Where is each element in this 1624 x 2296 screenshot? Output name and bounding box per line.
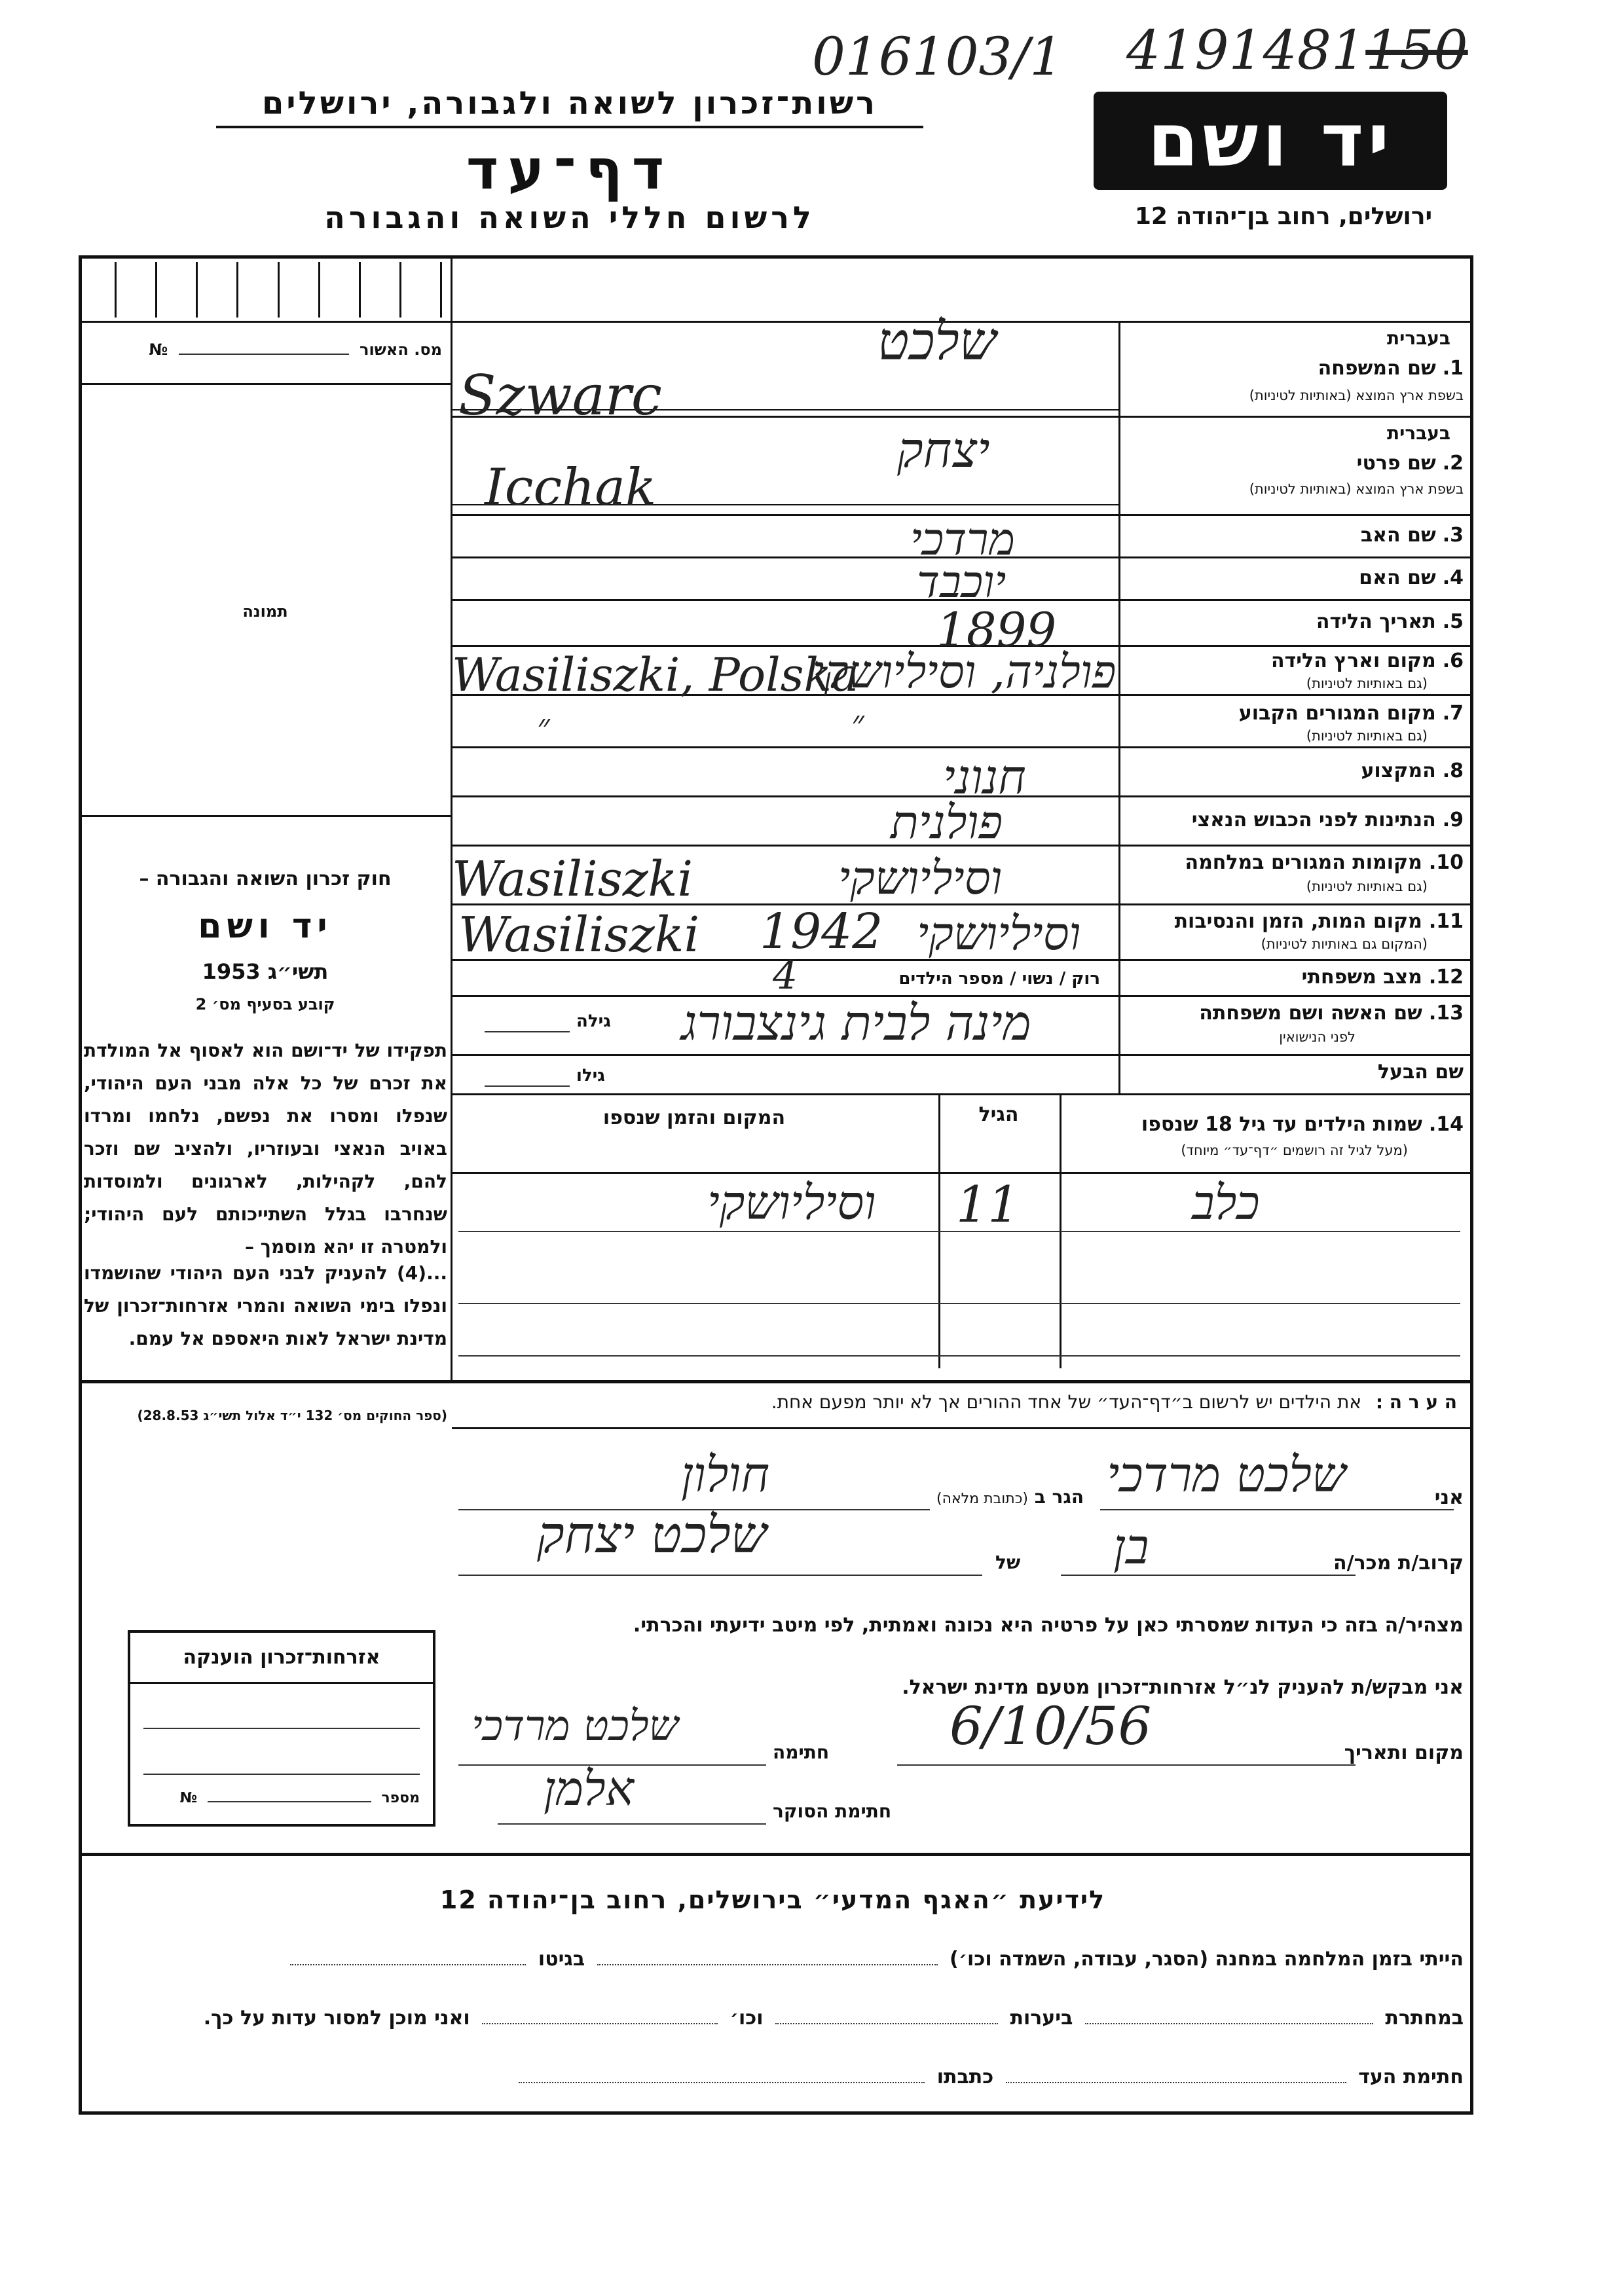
field-13-value: מינה לבית גינצבורג (681, 995, 1031, 1051)
label-column-divider (1118, 321, 1120, 1093)
lives-value: חולון (681, 1447, 770, 1503)
field-5-label-text: תאריך הלידה (1316, 610, 1436, 633)
footer-line2-b: ביערות (1010, 2007, 1073, 2030)
field-1-sub: בשפת ארץ המוצא (באותיות לטיניות) (1249, 388, 1464, 403)
field-11-value-year: 1942 (760, 903, 883, 960)
i-label: אני (1434, 1486, 1464, 1509)
field-7-num: 7. (1442, 702, 1464, 725)
note-divider (79, 1380, 1473, 1383)
relative-label: קרוב/ת מכר/ה (1333, 1552, 1464, 1575)
field-1-label (1318, 357, 1464, 380)
child-1-place: וסיליושקי (707, 1175, 876, 1230)
approval-label: מס. האשור (360, 340, 442, 359)
field-2-label (1357, 452, 1464, 475)
children-row-line-3 (458, 1355, 1460, 1357)
field-1-value-latin: Szwarc (458, 363, 662, 428)
children-label-text: שמות הילדים עד גיל 18 שנספו (1141, 1113, 1422, 1136)
field-7-label-text: מקום המגורים הקבוע (1238, 702, 1436, 725)
field-8-num: 8. (1442, 759, 1464, 782)
checker-label: חתימת הסוקר (773, 1800, 892, 1822)
footer-line2-d: ואני מוכן למסור עדות על כך. (203, 2007, 470, 2030)
citizenship-number-sign: № (179, 1790, 198, 1806)
citizenship-line-2 (143, 1774, 420, 1775)
footer-line-3 (513, 2066, 1464, 2088)
row-line-7 (452, 746, 1473, 748)
field-11-value-hebrew: וסיליושקי (917, 907, 1081, 960)
field-7-label (1239, 702, 1464, 725)
field-12-num: 12. (1428, 966, 1464, 989)
field-2-sub-top: בעברית (1386, 422, 1450, 444)
field-2-label-text: שם פרטי (1356, 452, 1436, 475)
place-date-line (897, 1764, 1356, 1766)
field-12-label (1302, 966, 1464, 989)
field-13-num: 13. (1428, 1002, 1464, 1025)
field-3-value: מרדכי (910, 514, 1015, 566)
wife-age-label: גילה (576, 1011, 611, 1031)
field-13-label (1199, 1002, 1464, 1025)
footer-line2-dots (1085, 2023, 1373, 2024)
children-col-place: המקום והזמן שנספו (602, 1106, 786, 1129)
husband-age-line (485, 1085, 570, 1087)
field-11-num: 11. (1428, 910, 1464, 933)
child-1-name: כלב (1192, 1175, 1260, 1230)
field-6-sub: (גם באותיות לטיניות) (1306, 676, 1428, 691)
field-1-label-text: שם המשפחה (1318, 357, 1436, 380)
footer-line2-dots-3 (482, 2023, 718, 2024)
logo-text: יד ושם (1147, 98, 1393, 183)
children-row-line-2 (458, 1303, 1460, 1304)
authority-underline (216, 126, 923, 128)
approval-line (179, 354, 349, 355)
field-7-value-latin: ״ (537, 707, 550, 746)
children-sub: (מעל לגיל זה רושמים ״דף־עד״ מיוחד) (1181, 1142, 1408, 1158)
lives-label-text: הגר ב (1034, 1486, 1084, 1508)
law-name: יד ושם (198, 907, 333, 946)
footer-line2-c: וכו׳ (729, 2007, 764, 2030)
footer-line1-dots-2 (290, 1964, 526, 1965)
field-11-label-text: מקום המות, הזמן והנסיבות (1174, 910, 1422, 933)
citizenship-number-row (143, 1790, 420, 1806)
signature-value: שלכט מרדכי (471, 1702, 678, 1751)
children-label (1141, 1113, 1464, 1136)
field-12-inline: רוק / נשוי / מספר הילדים (898, 969, 1100, 989)
archive-item-number-struck: 150 (1365, 20, 1468, 82)
field-3-num: 3. (1442, 524, 1464, 547)
field-7-value-hebrew: ״ (851, 704, 864, 743)
field-12-label-text: מצב משפחתי (1301, 966, 1422, 989)
citizenship-box (128, 1630, 435, 1827)
place-date-value: 6/10/56 (950, 1696, 1152, 1757)
note-label: ה ע ר ה : (1375, 1391, 1457, 1413)
footer-line-1 (285, 1948, 1464, 1971)
husband-label: שם הבעל (1377, 1061, 1464, 1084)
approval-row (88, 340, 442, 359)
field-10-num: 10. (1428, 851, 1464, 874)
footer-line3-a: חתימת העד (1358, 2066, 1464, 2088)
footer-line3-dots (1006, 2082, 1346, 2083)
law-text-1: תפקידו של יד־ושם הוא לאסוף אל המולדת את זכרם של כל אלה מבני העם היהודי, שנפלו ומסרו את נפשם, נלחמו ומרדו באויב הנאצי ובעוזריו, ולהציב שם וזכר להם, לקהילות, לארגונים ולמוסדות שנחרבו בגלל השתייכותם לעם היהודי; ולמטרה זו יהא מוסמך – (84, 1040, 447, 1258)
field-9-num: 9. (1442, 809, 1464, 831)
children-header-line (452, 1172, 1473, 1174)
code-boxes (115, 262, 442, 318)
signature-label: חתימה (773, 1741, 830, 1763)
field-9-label-text: הנתינות לפני הכבוש הנאצי (1191, 809, 1436, 831)
field-3-label (1361, 524, 1464, 547)
wife-age-line (485, 1031, 570, 1032)
field-1-num: 1. (1442, 357, 1464, 380)
field-2-value-latin: Icchak (485, 458, 657, 517)
archive-item-number-value: 4191481 (1126, 20, 1366, 82)
footer-line2-a: במחתרת (1385, 2007, 1464, 2030)
of-value: שלכט יצחק (537, 1506, 767, 1565)
place-date-label: מקום ותאריך (1344, 1741, 1464, 1764)
sidebar-divider (451, 255, 452, 1381)
footer-line1-a: הייתי בזמן המלחמה במחנה (הסגר, עבודה, השמדה וכו׳) (950, 1948, 1464, 1971)
photo-divider (79, 815, 452, 817)
husband-age-label: גילו (576, 1066, 605, 1085)
footer-line3-dots-2 (519, 2082, 925, 2083)
field-11-value-latin: Wasiliszki (458, 907, 700, 963)
relative-line (1061, 1575, 1356, 1576)
checker-line (498, 1823, 766, 1825)
citizenship-number-label: מספר (381, 1790, 420, 1806)
law-reference: (ספר החוקים מס׳ 132 י״ד אלול תשי״ג 28.8.53) (137, 1408, 447, 1423)
citizenship-line-1 (143, 1728, 420, 1729)
photo-label: תמונה (242, 602, 288, 621)
field-7-sub: (גם באותיות לטיניות) (1306, 728, 1428, 744)
field-5-value: 1899 (936, 602, 1057, 657)
field-10-value-latin: Wasiliszki (452, 851, 693, 907)
field-10-sub: (גם באותיות לטיניות) (1306, 879, 1428, 894)
checker-value: אלמן (544, 1761, 634, 1816)
i-value: שלכט מרדכי (1107, 1447, 1346, 1503)
footer-line1-b: בגיטו (538, 1948, 585, 1971)
field-5-label (1316, 610, 1464, 633)
field-8-label-text: המקצוע (1361, 759, 1436, 782)
archive-item-number (1126, 20, 1468, 82)
field-12-value: 4 (773, 953, 798, 998)
archive-file-number: 016103/1 (812, 26, 1063, 87)
citizenship-title: אזרחות־זכרון הוענקה (183, 1646, 380, 1669)
field-13-sub: לפני הנישואין (1279, 1029, 1356, 1045)
field-6-label-text: מקום וארץ הלידה (1270, 649, 1436, 672)
approval-divider (79, 383, 452, 385)
field-6-value-hebrew: פולניה, וסיליושקי (812, 645, 1116, 699)
footer-title: לידיעת ״האגף המדעי״ בירושלים, רחוב בן־יהודה 12 (439, 1886, 1106, 1914)
top-strip-line (79, 321, 1473, 323)
footer-line2-dots-2 (775, 2023, 998, 2024)
field-6-num: 6. (1442, 649, 1464, 672)
field-4-value: יוכבד (917, 556, 1006, 608)
field-9-label (1192, 809, 1464, 831)
field-6-value-latin: Wasiliszki, Polska (452, 648, 859, 702)
note-row (771, 1391, 1457, 1413)
yad-vashem-logo (1094, 92, 1447, 190)
i-line (1100, 1509, 1454, 1510)
law-text-2: ...(4) להעניק לבני העם היהודי שהושמדו ונפלו בימי השואה והמרי אזרחות־זכרון של מדינת ישראל לאות היאספם אל עמם. (84, 1262, 447, 1349)
field-10-value-hebrew: וסיליושקי (838, 851, 1003, 905)
law-title: חוק זכרון השואה והגבורה – (139, 867, 392, 890)
form-subtitle: לרשום חללי השואה והגבורה (324, 200, 815, 235)
note-text: את הילדים יש לרשום ב״דף־העד״ של אחד ההורים אך לא יותר מפעם אחת. (771, 1391, 1362, 1413)
children-col-age: הגיל (978, 1103, 1019, 1126)
address: ירושלים, רחוב בן־יהודה 12 (1134, 203, 1433, 230)
of-label: של (995, 1552, 1021, 1573)
children-num: 14. (1428, 1113, 1464, 1136)
field-1-value-hebrew: שלכט (877, 311, 997, 372)
citizenship-number-line (208, 1801, 371, 1802)
field-11-label (1175, 910, 1464, 933)
citizenship-title-rule (130, 1682, 433, 1684)
field-4-num: 4. (1442, 566, 1464, 589)
field-4-label (1359, 566, 1464, 589)
field-13-label-text: שם האשה ושם משפחתה (1199, 1002, 1422, 1025)
note-bottom-line (452, 1427, 1473, 1429)
authority-title: רשות־זכרון לשואה ולגבורה, ירושלים (261, 85, 878, 122)
footer-line3-b: כתבתו (936, 2066, 994, 2088)
of-line (458, 1575, 982, 1576)
field-2-sub: בשפת ארץ המוצא (באותיות לטיניות) (1249, 481, 1464, 497)
lives-sub: (כתובת מלאה) (936, 1491, 1028, 1507)
lives-label (936, 1486, 1084, 1508)
footer-line1-dots (597, 1964, 938, 1965)
law-year: תשי״ג 1953 (202, 959, 329, 984)
law-section: קובע בסעיף מס׳ 2 (195, 995, 335, 1013)
footer-divider (79, 1853, 1473, 1856)
field-8-label (1361, 759, 1464, 782)
approval-no-sign: № (149, 340, 168, 359)
field-3-label-text: שם האב (1360, 524, 1436, 547)
child-1-age: 11 (956, 1175, 1020, 1233)
field-2-num: 2. (1442, 452, 1464, 475)
declaration-statement: מצהיר/ה בזה כי העדות שמסרתי כאן על פרטיה היא נכונה ואמתית, לפי מיטב ידיעתי והכרתי. (633, 1614, 1464, 1637)
field-10-label-text: מקומות המגורים במלחמה (1185, 851, 1422, 874)
field-4-label-text: שם האם (1359, 566, 1436, 589)
field-9-value: פולנית (891, 795, 1003, 849)
relative-value: בן (1113, 1519, 1149, 1575)
row-line-13 (452, 1054, 1473, 1056)
field-6-label (1271, 649, 1464, 672)
declaration-request: אני מבקש/ת להעניק לנ״ל אזרחות־זכרון מטעם מדינת ישראל. (902, 1676, 1464, 1699)
row-line-14 (452, 1093, 1473, 1095)
field-1-sub-top: בעברית (1386, 327, 1450, 349)
field-8-value: חנוני (943, 750, 1026, 805)
field-5-num: 5. (1442, 610, 1464, 633)
footer-line-2 (204, 2007, 1464, 2030)
field-11-sub: (המקום גם באותיות לטיניות) (1261, 936, 1428, 952)
field-2-value-hebrew: יצחק (897, 422, 990, 479)
field-10-label (1185, 851, 1464, 874)
form-title: דף־עד (466, 137, 674, 202)
